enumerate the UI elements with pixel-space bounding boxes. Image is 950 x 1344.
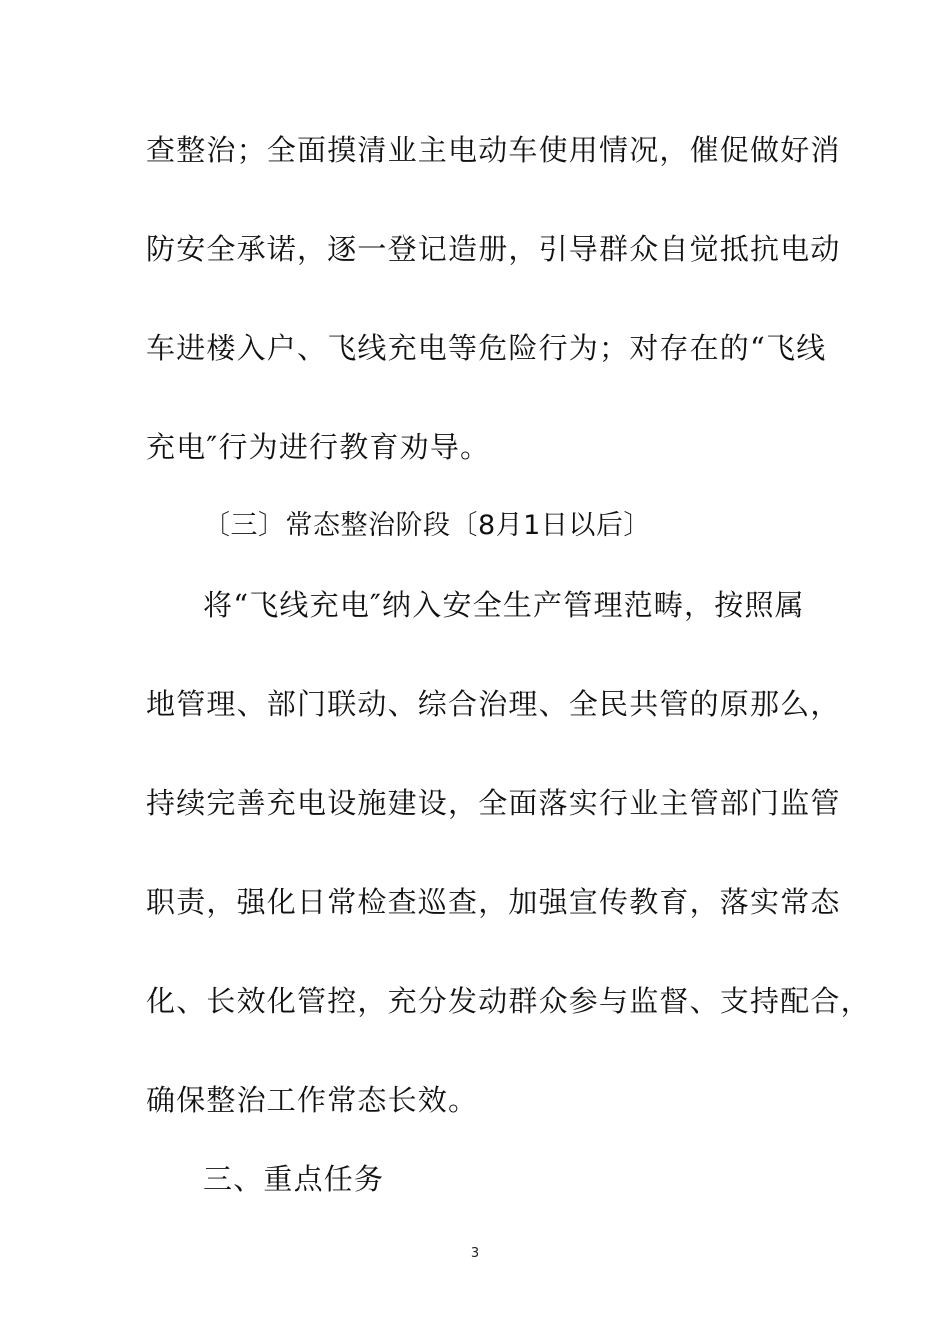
paragraph-line-4: 充电″行为进行教育劝导。 — [146, 430, 491, 464]
paragraph-line-9: 化、长效化管控，充分发动群众参与监督、支持配合， — [146, 984, 871, 1018]
paragraph-line-3: 车进楼入户、飞线充电等危险行为；对存在的“飞线 — [146, 331, 827, 365]
paragraph-line-8: 职责，强化日常检查巡查，加强宣传教育，落实常态 — [146, 885, 841, 919]
paragraph-line-10: 确保整治工作常态长效。 — [146, 1083, 479, 1117]
paragraph-line-1: 查整治；全面摸清业主电动车使用情况，催促做好消 — [146, 133, 841, 167]
paragraph-line-6: 地管理、部门联动、综合治理、全民共管的原那么， — [146, 687, 841, 721]
section-heading-key-tasks: 三、重点任务 — [203, 1162, 385, 1196]
paragraph-line-7: 持续完善充电设施建设，全面落实行业主管部门监管 — [146, 786, 841, 820]
paragraph-line-2: 防安全承诺，逐一登记造册，引导群众自觉抵抗电动 — [146, 232, 841, 266]
paragraph-line-5: 将“飞线充电″纳入安全生产管理范畴，按照属 — [203, 588, 805, 622]
page-number: 3 — [470, 1246, 480, 1261]
section-heading-phase-three: 〔三〕常态整治阶段〔8月1日以后〕 — [203, 510, 651, 541]
